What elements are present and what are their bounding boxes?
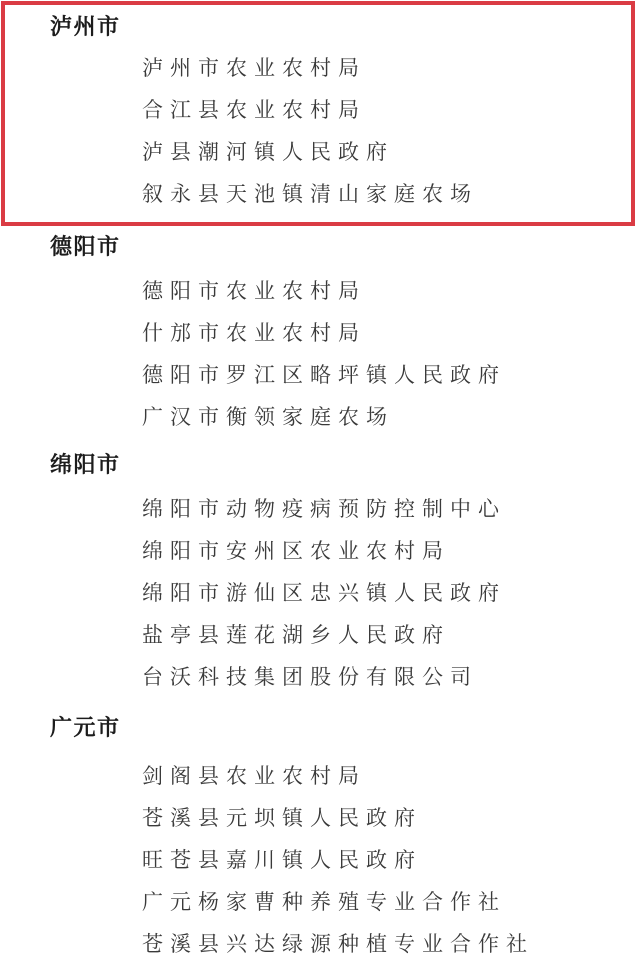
org-item: 泸州市农业农村局 xyxy=(142,56,366,80)
org-list xyxy=(0,47,640,215)
org-item: 苍溪县兴达绿源种植专业合作社 xyxy=(142,932,534,956)
city-section-luzhou xyxy=(0,0,640,227)
org-item: 台沃科技集团股份有限公司 xyxy=(142,665,478,689)
org-item: 绵阳市游仙区忠兴镇人民政府 xyxy=(142,581,506,605)
city-section-deyang xyxy=(0,227,640,438)
org-item: 绵阳市安州区农业农村局 xyxy=(142,539,450,563)
city-header: 绵阳市 xyxy=(50,452,121,477)
org-list xyxy=(0,270,640,438)
city-header: 广元市 xyxy=(50,715,121,740)
org-item: 合江县农业农村局 xyxy=(142,98,366,122)
org-item: 什邡市农业农村局 xyxy=(142,321,366,345)
city-section-mianyang xyxy=(0,438,640,698)
org-item: 苍溪县元坝镇人民政府 xyxy=(142,806,422,830)
org-item: 叙永县天池镇清山家庭农场 xyxy=(142,182,478,206)
org-item: 德阳市农业农村局 xyxy=(142,279,366,303)
org-item: 盐亭县莲花湖乡人民政府 xyxy=(142,623,450,647)
org-item: 泸县潮河镇人民政府 xyxy=(142,140,394,164)
city-header: 泸州市 xyxy=(50,14,121,39)
org-list xyxy=(0,488,640,698)
org-item: 绵阳市动物疫病预防控制中心 xyxy=(142,497,506,521)
org-item: 剑阁县农业农村局 xyxy=(142,764,366,788)
city-header: 德阳市 xyxy=(50,234,121,259)
org-item: 广汉市衡领家庭农场 xyxy=(142,405,394,429)
city-section-guangyuan xyxy=(0,698,640,965)
org-item: 广元杨家曹种养殖专业合作社 xyxy=(142,890,506,914)
org-list xyxy=(0,755,640,965)
org-item: 旺苍县嘉川镇人民政府 xyxy=(142,848,422,872)
org-item: 德阳市罗江区略坪镇人民政府 xyxy=(142,363,506,387)
